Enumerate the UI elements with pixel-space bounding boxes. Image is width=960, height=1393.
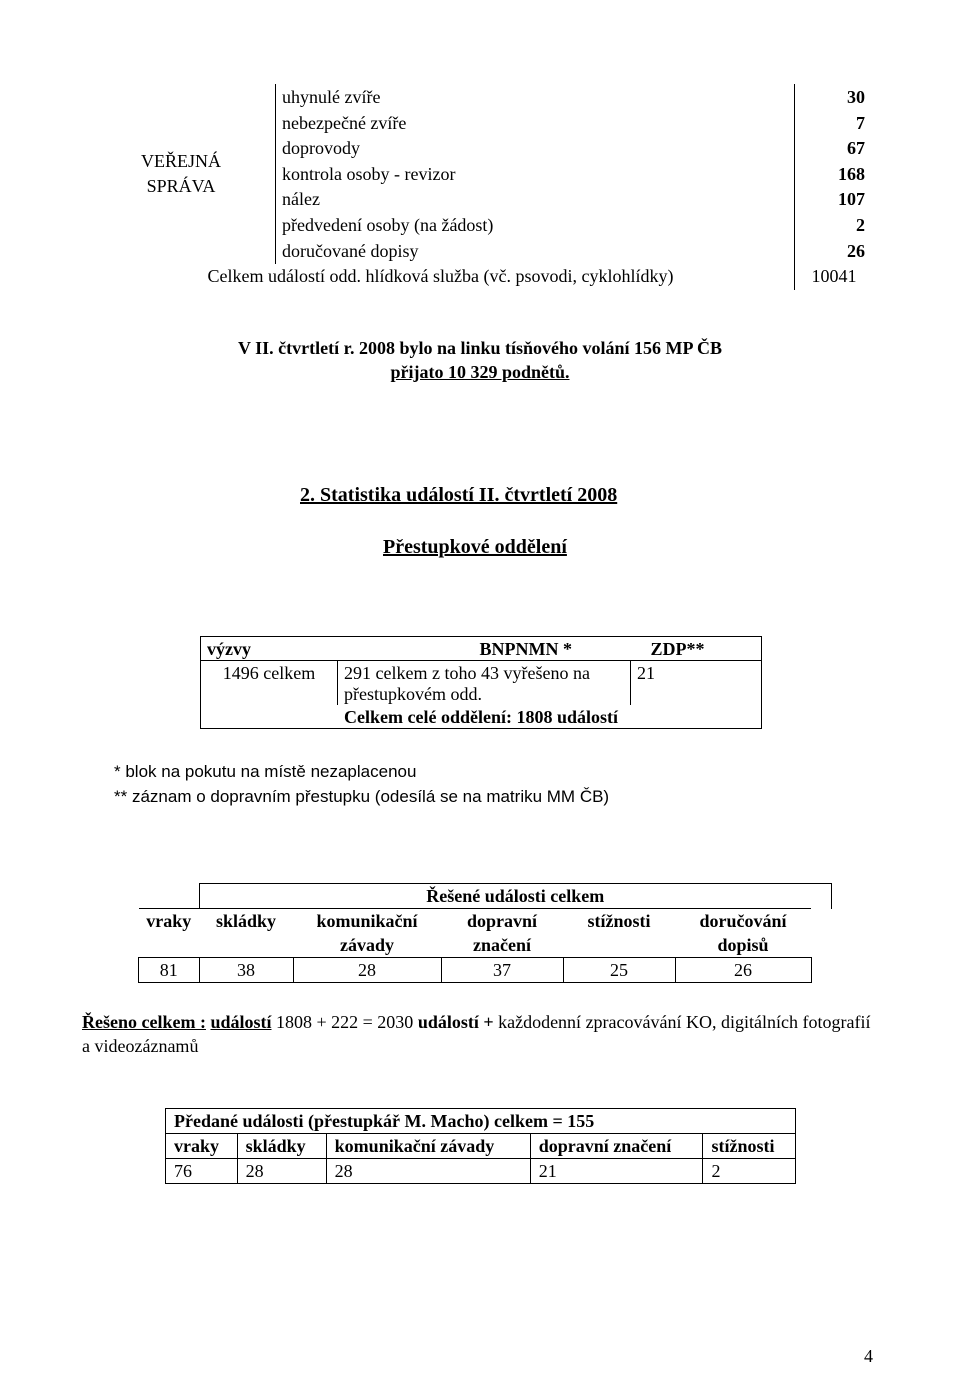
row-label: doprovody — [276, 136, 795, 162]
row-value: 67 — [847, 138, 865, 159]
table-row — [139, 958, 832, 983]
value-cell: 21 — [530, 1159, 703, 1184]
value-cell: 1496 celkem — [201, 661, 338, 706]
intro-line-2-text: přijato 10 329 podnětů. — [390, 362, 570, 382]
table-row — [201, 705, 762, 729]
footnote: * blok na pokutu na místě nezaplacenou — [114, 762, 417, 781]
page-number: 4 — [864, 1346, 873, 1366]
header-cell: dopravní značení — [441, 909, 563, 958]
table-header-row — [166, 1134, 796, 1159]
row-value: 2 — [856, 214, 865, 235]
value-cell: 291 celkem z toho 43 vyřešeno na přestupkovém odd. — [338, 661, 631, 706]
summary-rest: každodenní zpracovávání KO, digitálních fotografií a videozáznamů — [82, 1012, 871, 1056]
total-row — [87, 264, 874, 290]
row-label: doručované dopisy — [276, 238, 795, 264]
header-cell: doručování dopisů — [675, 909, 811, 958]
offense-dept-table — [200, 636, 762, 729]
table-header-row — [201, 637, 762, 661]
value-cell: 26 — [675, 958, 811, 983]
empty-cell — [811, 909, 832, 958]
header-cell: skládky — [237, 1134, 326, 1159]
header-cell: vraky — [166, 1134, 238, 1159]
value-cell: 28 — [237, 1159, 326, 1184]
value-cell: 37 — [441, 958, 563, 983]
total-label: Celkem událostí odd. hlídková služba (vč. psovodi, cyklohlídky) — [87, 264, 795, 290]
header-cell: stížnosti — [563, 909, 675, 958]
row-value: 168 — [838, 163, 865, 184]
header-cell: komunikační závady — [326, 1134, 530, 1159]
empty-cell — [811, 958, 832, 983]
table-row — [87, 85, 874, 111]
row-label: kontrola osoby - revizor — [276, 161, 795, 187]
table-row — [166, 1159, 796, 1184]
row-label: uhynulé zvíře — [276, 85, 795, 111]
handed-over-table — [165, 1108, 796, 1184]
footnote: ** záznam o dopravním přestupku (odesílá se na matriku MM ČB) — [114, 787, 610, 806]
summary-paragraph — [82, 1010, 872, 1058]
table-title-row — [166, 1109, 796, 1134]
department-heading: Přestupkové oddělení — [383, 536, 567, 558]
header-cell: ZDP** — [650, 639, 705, 659]
category-line: VEŘEJNÁ — [141, 151, 221, 172]
summary-calc: 1808 + 222 = 2030 — [276, 1012, 414, 1032]
header-cell: komunikační závady — [293, 909, 441, 958]
value-cell: 21 — [631, 661, 762, 706]
table-title-row — [139, 884, 832, 909]
row-value: 7 — [856, 112, 865, 133]
header-cell: stížnosti — [703, 1134, 796, 1159]
header-cell: výzvy — [207, 639, 251, 659]
row-value: 107 — [838, 189, 865, 210]
empty-cell — [139, 884, 200, 909]
intro-line-2 — [0, 362, 960, 383]
table-title: Předané události (přestupkář M. Macho) celkem = 155 — [174, 1111, 595, 1131]
header-cell: skládky — [199, 909, 293, 958]
table-row — [201, 661, 762, 706]
row-value: 26 — [847, 240, 865, 261]
table-title: Řešené události celkem — [199, 884, 832, 909]
category-cell — [87, 85, 276, 264]
value-cell: 28 — [293, 958, 441, 983]
total-value: 10041 — [795, 264, 874, 290]
value-cell: 2 — [703, 1159, 796, 1184]
intro-line-1: V II. čtvrtletí r. 2008 bylo na linku tísňového volání 156 MP ČB — [237, 338, 723, 358]
category-line: SPRÁVA — [146, 176, 216, 197]
header-cell: BNPNMN * — [479, 639, 572, 659]
row-label: předvedení osoby (na žádost) — [276, 212, 795, 238]
summary-events-label: událostí — [210, 1012, 272, 1032]
total-cell: Celkem celé oddělení: 1808 událostí — [344, 707, 618, 727]
row-label: nebezpečné zvíře — [276, 110, 795, 136]
value-cell: 28 — [326, 1159, 530, 1184]
value-cell: 81 — [139, 958, 200, 983]
row-value: 30 — [847, 87, 865, 107]
summary-events-plus: událostí + — [417, 1012, 494, 1032]
header-cell: dopravní značení — [530, 1134, 703, 1159]
value-cell: 38 — [199, 958, 293, 983]
public-administration-table — [86, 84, 874, 290]
header-cell: vraky — [139, 909, 200, 958]
resolved-events-table — [138, 883, 832, 983]
summary-label: Řešeno celkem : — [82, 1012, 206, 1032]
section-heading: 2. Statistika událostí II. čtvrtletí 2008 — [300, 484, 618, 506]
table-header-row — [139, 909, 832, 958]
value-cell: 25 — [563, 958, 675, 983]
row-label: nález — [276, 187, 795, 213]
value-cell: 76 — [166, 1159, 238, 1184]
